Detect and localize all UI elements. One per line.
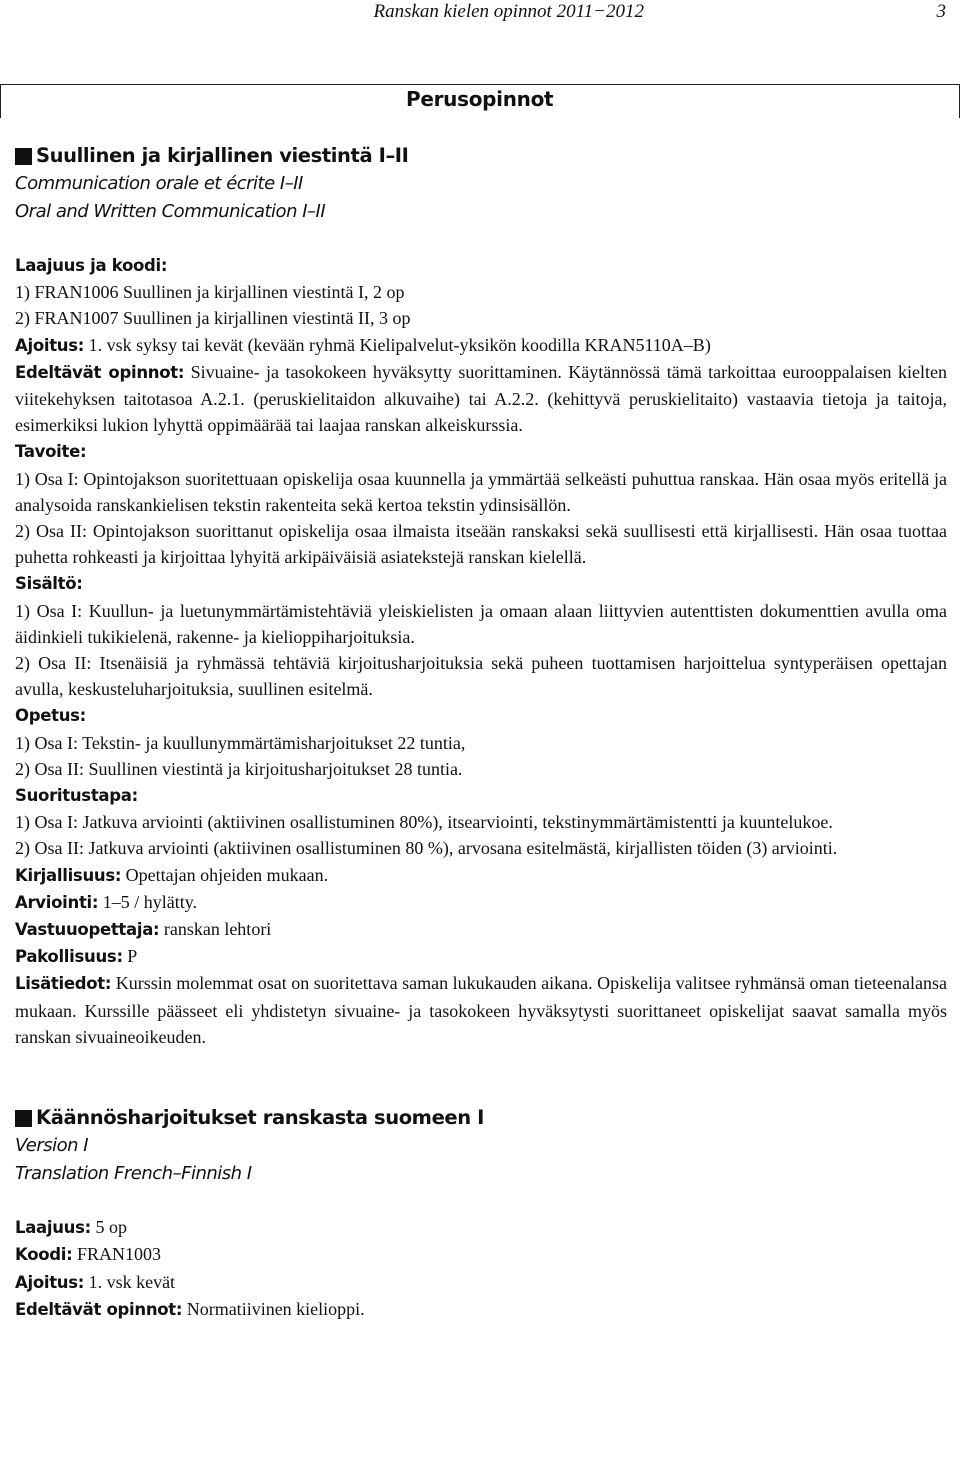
course-2-heading — [15, 1104, 947, 1132]
black-square-bullet-icon — [15, 1110, 32, 1127]
page-content — [15, 142, 947, 1323]
course-1-subtitle-en: Oral and Written Communication I–II — [15, 201, 326, 222]
course-1-grading — [15, 889, 947, 916]
course-2-timing — [15, 1269, 947, 1296]
course-2-scope — [15, 1214, 947, 1241]
course-1-content — [15, 570, 947, 597]
goal-text-2: 2) Osa II: Opintojakson suorittanut opiskelija osaa ilmaista itseään ranskaksi sekä suullisesti että kirjallisesti. Hän osaa tuottaa puhetta rohkeasti ja kirjoittaa lyhyitä arkipäiväisiä asiatekstejä ranskan kielellä. — [15, 521, 947, 568]
timing-label: Ajoitus: — [15, 1272, 85, 1292]
prereq-label: Edeltävät opinnot: — [15, 362, 185, 382]
prereq-text: Normatiivinen kielioppi. — [182, 1298, 365, 1319]
literature-text: Opettajan ohjeiden mukaan. — [121, 864, 329, 885]
timing-text: 1. vsk kevät — [84, 1271, 176, 1292]
grading-label: Arviointi: — [15, 892, 99, 912]
grading-text: 1–5 / hylätty. — [98, 891, 198, 912]
course-2-code — [15, 1241, 947, 1268]
course-1-heading — [15, 142, 947, 170]
scope-text: 5 op — [90, 1217, 127, 1238]
mandatory-label: Pakollisuus: — [15, 947, 123, 967]
course-1-mandatory — [15, 943, 947, 970]
completion-text-1: 1) Osa I: Jatkuva arviointi (aktiivinen osallistuminen 80%), itsearviointi, tekstinymmärtämistentti ja kuuntelukoe. — [15, 812, 833, 833]
content-label: Sisältö: — [15, 574, 83, 594]
content-text-2: 2) Osa II: Itsenäisiä ja ryhmässä tehtäviä kirjoitusharjoituksia sekä puheen tuottamisen harjoittelua syntyperäisen opettajan avulla, keskusteluharjoituksia, suullinen esitelmä. — [15, 653, 947, 700]
timing-text: 1. vsk syksy tai kevät (kevään ryhmä Kielipalvelut-yksikön koodilla KRAN5110A–B) — [84, 334, 711, 355]
running-header — [0, 0, 960, 30]
literature-label: Kirjallisuus: — [15, 865, 122, 885]
teacher-text: ranskan lehtori — [159, 919, 272, 940]
scope-label: Laajuus: — [15, 1218, 91, 1238]
info-text: Kurssin molemmat osat on suoritettava saman lukukauden aikana. Opiskelija valitsee ryhmänsä oman tieteenalansa mukaan. Kurssille päässeet eli yhdistetyn sivuaine- ja tasokokeen hyväksytysti suorittaneet opiskelijat saavat samalla myös ranskan sivuaineoikeuden. — [15, 973, 947, 1047]
course-2-subtitle-fr: Version I — [15, 1135, 89, 1157]
scope-label: Laajuus ja koodi: — [15, 256, 168, 275]
teaching-line-2: 2) Osa II: Suullinen viestintä ja kirjoitusharjoitukset 28 tuntia. — [15, 758, 463, 779]
goal-text-1: 1) Osa I: Opintojakson suoritettuaan opiskelija osaa kuunnella ja ymmärtää selkeästi puhuttua ranskaa. Hän osaa myös eritellä ja analysoida ranskankielisen tekstin rakenteita sekä kertoa tekstin ydinsisällön. — [15, 468, 947, 515]
timing-label: Ajoitus: — [15, 335, 85, 355]
teacher-label: Vastuuopettaja: — [15, 920, 160, 940]
spacer — [15, 1188, 947, 1214]
course-1-additional-info — [15, 970, 947, 1050]
prereq-text: Sivuaine- ja tasokokeen hyväksytty suorittaminen. Käytännössä tämä tarkoittaa eurooppalaisen kielten viitekehyksen taitotasoa A.2.1. (peruskielitaidon alkuvaihe) tai A.2.2. (kehittyvä peruskielitaito) vastaavia tietoja ja taitoja, esimerkiksi lukion lyhyttä oppimäärää tai laajaa ranskan alkeiskurssia. — [15, 361, 947, 436]
scope-line-1: 1) FRAN1006 Suullinen ja kirjallinen viestintä I, 2 op — [15, 282, 405, 303]
course-2-subtitle-en: Translation French–Finnish I — [15, 1163, 252, 1185]
prereq-label: Edeltävät opinnot: — [15, 1299, 183, 1319]
page-number: 3 — [936, 1, 946, 22]
code-label: Koodi: — [15, 1245, 73, 1265]
course-1-timing — [15, 332, 947, 359]
course-1-title: Suullinen ja kirjallinen viestintä I–II — [36, 144, 409, 167]
course-1-literature — [15, 862, 947, 889]
spacer — [15, 226, 947, 252]
black-square-bullet-icon — [15, 148, 32, 165]
section-title: Perusopinnot — [406, 87, 554, 111]
course-2-prerequisites — [15, 1296, 947, 1323]
teaching-label: Opetus: — [15, 706, 86, 726]
course-1-scope — [15, 252, 947, 279]
course-1-goal — [15, 438, 947, 465]
mandatory-text: P — [122, 946, 138, 967]
info-label: Lisätiedot: — [15, 974, 112, 994]
course-1-teaching — [15, 702, 947, 729]
section-header-box — [0, 84, 960, 118]
course-1-subtitle-fr: Communication orale et écrite I–II — [15, 173, 303, 194]
completion-label: Suoritustapa: — [15, 786, 138, 806]
course-1-teacher — [15, 916, 947, 943]
teaching-line-1: 1) Osa I: Tekstin- ja kuullunymmärtämisharjoitukset 22 tuntia, — [15, 732, 466, 753]
goal-label: Tavoite: — [15, 442, 87, 462]
code-text: FRAN1003 — [72, 1244, 161, 1265]
scope-line-2: 2) FRAN1007 Suullinen ja kirjallinen viestintä II, 3 op — [15, 308, 411, 329]
course-2-title: Käännösharjoitukset ranskasta suomeen I — [36, 1106, 484, 1130]
content-text-1: 1) Osa I: Kuullun- ja luetunymmärtämistehtäviä yleiskielisten ja omaan alaan liittyvien autenttisten dokumenttien avulla oma äidinkieli tukikielenä, rakenne- ja kielioppiharjoituksia. — [15, 600, 947, 647]
header-title: Ranskan kielen opinnot 2011−2012 — [373, 1, 644, 22]
course-1-completion — [15, 782, 947, 809]
course-1-prerequisites — [15, 359, 947, 439]
completion-text-2: 2) Osa II: Jatkuva arviointi (aktiivinen osallistuminen 80 %), arvosana esitelmästä, kirjallisten töiden (3) arviointi. — [15, 838, 838, 859]
spacer — [15, 1050, 947, 1104]
